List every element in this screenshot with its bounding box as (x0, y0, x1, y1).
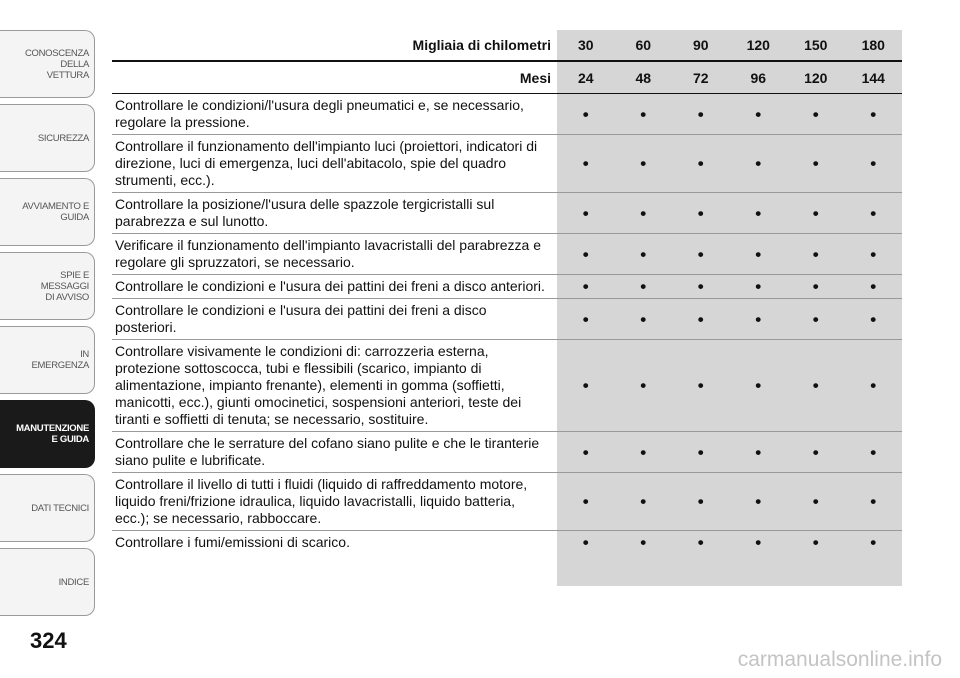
row-description: Controllare che le serrature del cofano siano pulite e che le tiranterie siano pulite e lubrificate. (115, 435, 540, 468)
tab-label: SPIE E MESSAGGI DI AVVISO (40, 269, 89, 303)
tab-label: INDICE (58, 576, 89, 588)
tab-label: SICUREZZA (37, 132, 89, 144)
interval-mark: • (755, 442, 762, 462)
interval-mark: • (582, 442, 589, 462)
tab-label: AVVIAMENTO E GUIDA (22, 201, 89, 223)
watermark: carmanualsonline.info (737, 648, 942, 671)
interval-mark: • (755, 492, 762, 511)
header-row-km (112, 30, 902, 62)
header-km-cell: 30 (577, 37, 594, 53)
interval-mark: • (812, 492, 819, 511)
interval-mark: • (582, 376, 589, 395)
interval-mark: • (697, 376, 704, 395)
interval-mark: • (812, 104, 819, 124)
interval-mark: • (870, 104, 877, 124)
row-description: Controllare il livello di tutti i fluidi (liquido di raffreddamento motore, liquido freni/frizione idraulica, liquido lavacristalli, liquido batteria, ecc.); se necessario, rabboccare. (115, 476, 528, 526)
table-row (112, 340, 902, 432)
tab-label: CONOSCENZA DELLA VETTURA (24, 47, 89, 81)
interval-mark: • (870, 309, 877, 329)
interval-mark: • (640, 277, 647, 296)
header-row-months (112, 62, 902, 94)
interval-mark: • (812, 154, 819, 173)
interval-mark: • (755, 277, 762, 296)
header-months-label: Mesi (519, 69, 551, 86)
table-row (112, 299, 902, 340)
interval-mark: • (870, 442, 877, 462)
interval-mark: • (755, 309, 762, 329)
tab-sicurezza[interactable] (0, 104, 95, 172)
interval-mark: • (812, 533, 819, 552)
interval-mark: • (812, 309, 819, 329)
interval-mark: • (697, 309, 704, 329)
tab-conoscenza-della-vettura[interactable] (0, 30, 95, 98)
interval-mark: • (870, 277, 877, 296)
interval-mark: • (640, 442, 647, 462)
interval-mark: • (812, 203, 819, 223)
table-row (112, 94, 902, 135)
interval-mark: • (640, 492, 647, 511)
header-months-cell: 24 (577, 69, 594, 86)
tab-label: DATI TECNICI (31, 502, 89, 514)
row-description: Controllare le condizioni/l'usura degli pneumatici e, se necessario, regolare la pressione. (115, 97, 524, 130)
interval-mark: • (870, 244, 877, 264)
tab-label: IN EMERGENZA (31, 349, 89, 371)
tab-label: MANUTENZIONE E GUIDA (16, 423, 89, 445)
interval-mark: • (582, 277, 589, 296)
row-description: Controllare la posizione/l'usura delle spazzole tergicristalli sul parabrezza e sul lunotto. (115, 196, 495, 229)
row-description: Controllare visivamente le condizioni di: carrozzeria esterna, protezione sottoscocca, tubi e flessibili (scarico, impianto di alimentazione, impianto frenante), elementi in gomma (soffietti, manicotti, ecc.), giunti omocinetici, sospensioni anteriori, teste dei tiranti e soffietti di tenuta; se necessario, sostituire. (115, 343, 522, 427)
header-km-cell: 120 (746, 37, 770, 53)
interval-mark: • (640, 154, 647, 173)
header-months-cell: 72 (692, 69, 709, 86)
header-months-cell: 48 (635, 69, 652, 86)
interval-mark: • (640, 104, 647, 124)
interval-mark: • (755, 203, 762, 223)
table-row (112, 531, 902, 554)
interval-mark: • (640, 244, 647, 264)
row-description: Controllare le condizioni e l'usura dei pattini dei freni a disco anteriori. (115, 278, 545, 294)
table-row (112, 432, 902, 473)
interval-mark: • (755, 104, 762, 124)
interval-mark: • (870, 203, 877, 223)
interval-mark: • (870, 533, 877, 552)
interval-mark: • (582, 104, 589, 124)
interval-mark: • (582, 154, 589, 173)
tab-spie-e-messaggi[interactable] (0, 252, 95, 320)
interval-mark: • (640, 376, 647, 395)
tab-avviamento-e-guida[interactable] (0, 178, 95, 246)
table-row (112, 473, 902, 531)
interval-mark: • (870, 376, 877, 395)
interval-mark: • (812, 376, 819, 395)
interval-mark: • (697, 244, 704, 264)
interval-mark: • (582, 309, 589, 329)
header-km-label: Migliaia di chilometri (412, 37, 551, 53)
header-km-cell: 150 (804, 37, 828, 53)
interval-mark: • (812, 244, 819, 264)
interval-mark: • (582, 492, 589, 511)
header-km-cell: 90 (692, 37, 709, 53)
interval-mark: • (755, 154, 762, 173)
interval-mark: • (697, 492, 704, 511)
header-months-cell: 120 (804, 69, 828, 86)
tab-dati-tecnici[interactable] (0, 474, 95, 542)
interval-mark: • (755, 376, 762, 395)
row-description: Controllare il funzionamento dell'impianto luci (proiettori, indicatori di direzione, luci di emergenza, luci dell'abitacolo, spie del quadro strumenti, ecc.). (115, 138, 538, 188)
header-months-cell: 96 (750, 69, 767, 86)
header-months-cell: 144 (861, 69, 885, 86)
table-row (112, 275, 902, 299)
table-row (112, 234, 902, 275)
row-description: Verificare il funzionamento dell'impianto lavacristalli del parabrezza e regolare gli spruzzatori, se necessario. (115, 237, 542, 270)
interval-mark: • (697, 104, 704, 124)
interval-mark: • (755, 244, 762, 264)
table-row (112, 193, 902, 234)
header-km-cell: 180 (861, 37, 885, 53)
interval-mark: • (697, 533, 704, 552)
tab-indice[interactable] (0, 548, 95, 616)
row-description: Controllare le condizioni e l'usura dei pattini dei freni a disco posteriori. (115, 302, 487, 335)
interval-mark: • (582, 203, 589, 223)
interval-mark: • (640, 533, 647, 552)
interval-mark: • (870, 154, 877, 173)
row-description: Controllare i fumi/emissioni di scarico. (115, 534, 350, 550)
interval-mark: • (755, 533, 762, 552)
interval-mark: • (812, 277, 819, 296)
interval-mark: • (640, 309, 647, 329)
interval-mark: • (582, 244, 589, 264)
interval-mark: • (697, 154, 704, 173)
interval-mark: • (582, 533, 589, 552)
interval-mark: • (640, 203, 647, 223)
interval-mark: • (812, 442, 819, 462)
tab-manutenzione-e-guida[interactable] (0, 400, 95, 468)
interval-mark: • (697, 277, 704, 296)
table-row (112, 135, 902, 193)
maintenance-table (112, 30, 902, 554)
interval-mark: • (697, 442, 704, 462)
page-number: 324 (30, 628, 67, 653)
tab-in-emergenza[interactable] (0, 326, 95, 394)
interval-mark: • (870, 492, 877, 511)
interval-mark: • (697, 203, 704, 223)
header-km-cell: 60 (635, 37, 652, 53)
